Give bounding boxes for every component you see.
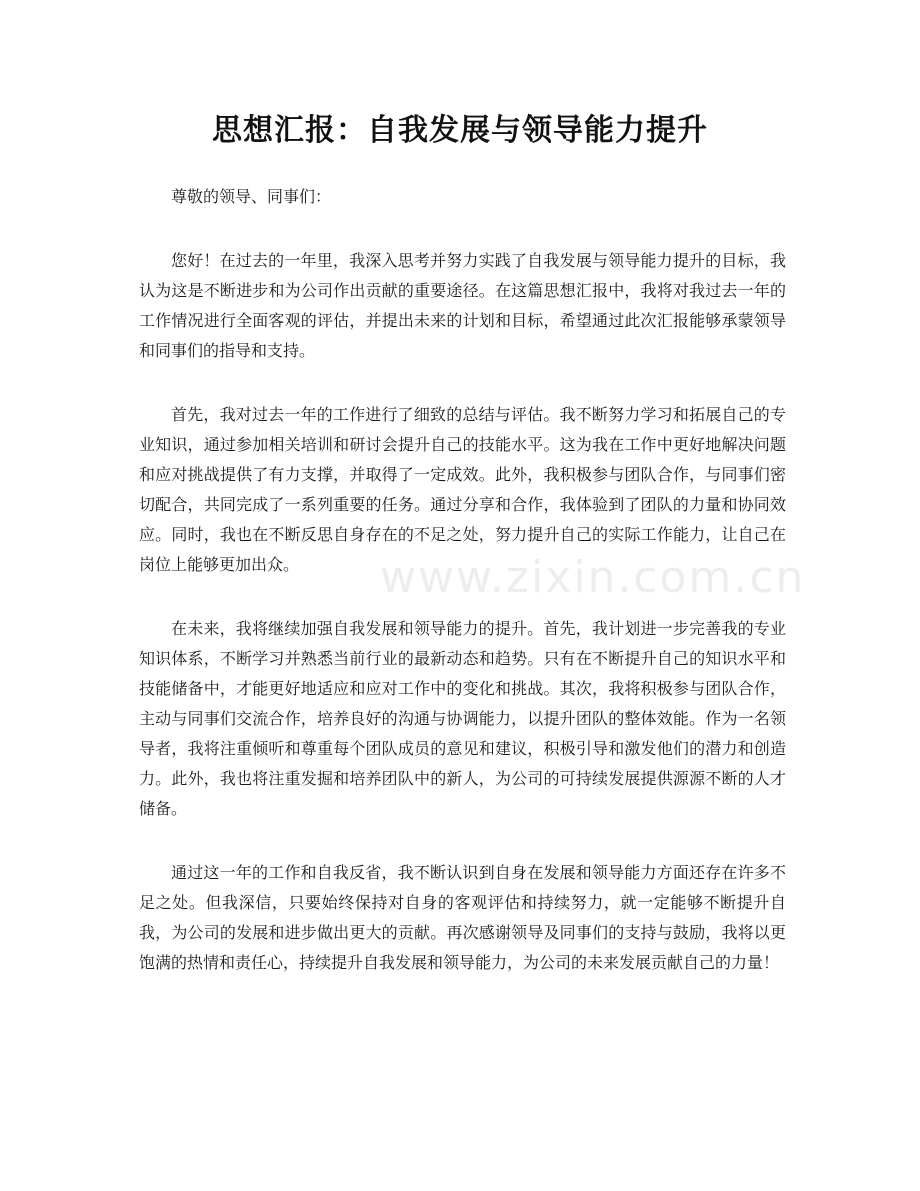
- paragraph-spacer: [139, 366, 786, 400]
- document-body: [139, 182, 786, 978]
- watermark: www.zixin.com.cn: [380, 552, 806, 603]
- paragraph-intro: 您好！在过去的一年里，我深入思考并努力实践了自我发展与领导能力提升的目标，我认为这是不断进步和为公司作出贡献的重要途径。在这篇思想汇报中，我将对我过去一年的工作情况进行全面客观的评估，并提出未来的计划和目标，希望通过此次汇报能够承蒙领导和同事们的指导和支持。: [139, 251, 786, 360]
- paragraph-review: 首先，我对过去一年的工作进行了细致的总结与评估。我不断努力学习和拓展自己的专业知识，通过参加相关培训和研讨会提升自己的技能水平。这为我在工作中更好地解决问题和应对挑战提供了有力支撑，并取得了一定成效。此外，我积极参与团队合作，与同事们密切配合，共同完成了一系列重要的任务。通过分享和合作，我体验到了团队的力量和协同效应。同时，我也在不断反思自身存在的不足之处，努力提升自己的实际工作能力，让自己在岗位上能够更加出众。: [139, 405, 786, 574]
- paragraph-spacer: [139, 824, 786, 858]
- document-title: 思想汇报：自我发展与领导能力提升: [212, 113, 708, 148]
- paragraph-spacer: [139, 212, 786, 246]
- paragraph-conclusion: 通过这一年的工作和自我反省，我不断认识到自身在发展和领导能力方面还存在许多不足之处。但我深信，只要始终保持对自身的客观评估和持续努力，就一定能够不断提升自我，为公司的发展和进步做出更大的贡献。再次感谢领导及同事们的支持与鼓励，我将以更饱满的热情和责任心，持续提升自我发展和领导能力，为公司的未来发展贡献自己的力量！: [139, 863, 786, 972]
- paragraph-spacer: [139, 580, 786, 614]
- salutation: 尊敬的领导、同事们：: [171, 187, 332, 206]
- paragraph-plan: 在未来，我将继续加强自我发展和领导能力的提升。首先，我计划进一步完善我的专业知识体系，不断学习并熟悉当前行业的最新动态和趋势。只有在不断提升自己的知识水平和技能储备中，才能更好地适应和应对工作中的变化和挑战。其次，我将积极参与团队合作，主动与同事们交流合作，培养良好的沟通与协调能力，以提升团队的整体效能。作为一名领导者，我将注重倾听和尊重每个团队成员的意见和建议，积极引导和激发他们的潜力和创造力。此外，我也将注重发掘和培养团队中的新人，为公司的可持续发展提供源源不断的人才储备。: [139, 619, 786, 818]
